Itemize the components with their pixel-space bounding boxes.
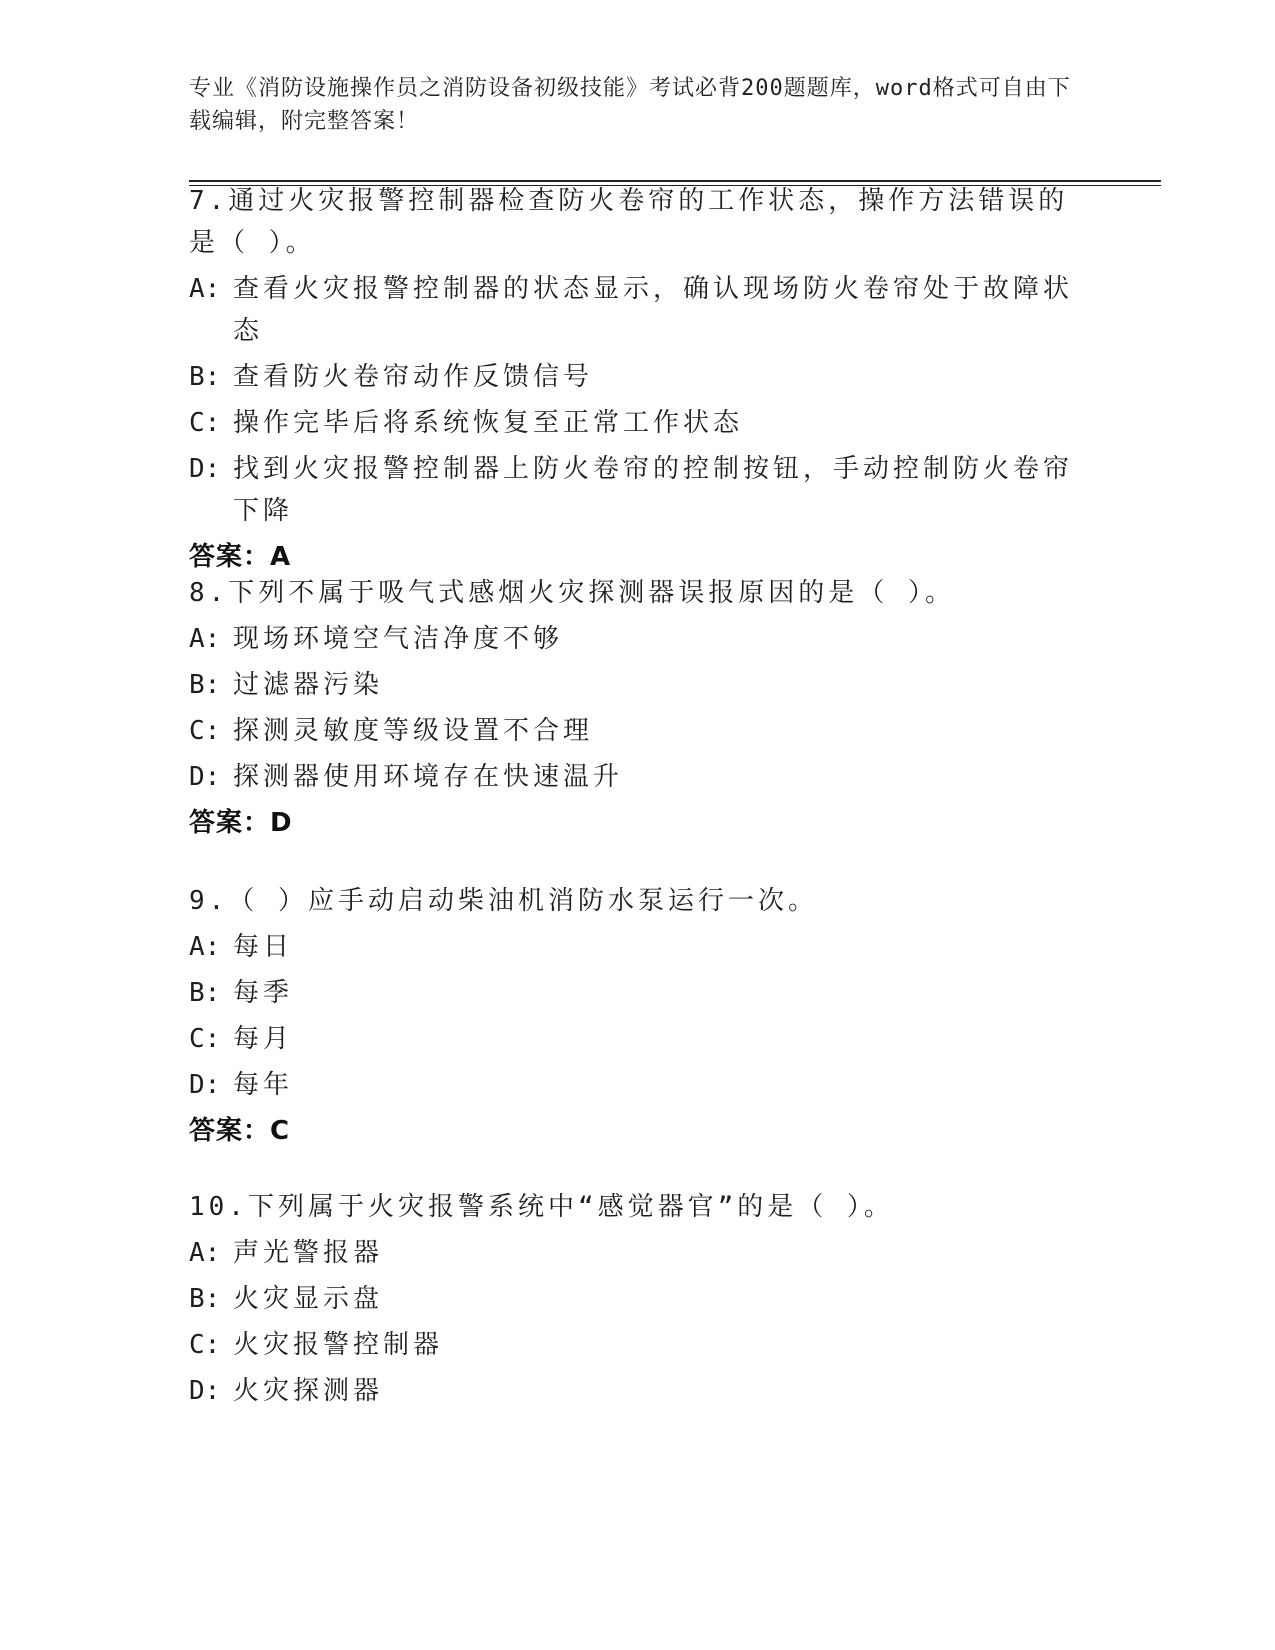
- question-stem: 9.（ ）应手动启动柴油机消防水泵运行一次。: [189, 886, 818, 916]
- option-d: [189, 1064, 1089, 1106]
- option-letter: D:: [189, 454, 221, 484]
- option-letter: A:: [189, 1238, 221, 1268]
- option-b: [189, 972, 1089, 1014]
- option-c: [189, 1324, 1089, 1366]
- option-text: 每季: [233, 978, 294, 1008]
- option-text: 每日: [233, 932, 294, 962]
- option-b: [189, 356, 1089, 398]
- answer-label: 答案：D: [189, 808, 293, 838]
- option-d: [189, 756, 1089, 798]
- question-stem: 7.通过火灾报警控制器检查防火卷帘的工作状态，操作方法错误的是（ ）。: [189, 186, 1069, 258]
- option-letter: B:: [189, 1284, 221, 1314]
- option-text: 每月: [233, 1024, 294, 1054]
- option-letter: D:: [189, 1376, 221, 1406]
- option-c: [189, 402, 1089, 444]
- option-letter: B:: [189, 978, 221, 1008]
- question-stem: 10.下列属于火灾报警系统中“感觉器官”的是（ ）。: [189, 1192, 894, 1222]
- option-letter: B:: [189, 670, 221, 700]
- option-letter: D:: [189, 762, 221, 792]
- option-a: [189, 618, 1089, 660]
- option-text: 操作完毕后将系统恢复至正常工作状态: [233, 408, 744, 438]
- answer-label: 答案：C: [189, 1116, 291, 1146]
- option-text: 火灾探测器: [233, 1376, 384, 1406]
- question-8: [189, 572, 1089, 844]
- answer-label: 答案：A: [189, 542, 292, 572]
- option-d: [189, 1370, 1089, 1412]
- option-a: [189, 268, 1089, 352]
- option-text: 现场环境空气洁净度不够: [233, 624, 564, 654]
- option-letter: D:: [189, 1070, 221, 1100]
- document-header: 专业《消防设施操作员之消防设备初级技能》考试必背200题题库，word格式可自由下载编辑，附完整答案！: [189, 76, 1071, 134]
- option-d: [189, 448, 1089, 532]
- option-letter: C:: [189, 1024, 221, 1054]
- option-text: 查看火灾报警控制器的状态显示，确认现场防火卷帘处于故障状态: [233, 274, 1074, 346]
- option-c: [189, 710, 1089, 752]
- option-letter: B:: [189, 362, 221, 392]
- option-letter: C:: [189, 716, 221, 746]
- question-7: [189, 180, 1089, 578]
- option-letter: A:: [189, 932, 221, 962]
- option-a: [189, 926, 1089, 968]
- option-text: 过滤器污染: [233, 670, 384, 700]
- option-b: [189, 1278, 1089, 1320]
- option-text: 每年: [233, 1070, 294, 1100]
- question-10: [189, 1186, 1089, 1412]
- option-letter: A:: [189, 624, 221, 654]
- option-text: 火灾显示盘: [233, 1284, 384, 1314]
- option-b: [189, 664, 1089, 706]
- option-letter: C:: [189, 408, 221, 438]
- option-text: 声光警报器: [233, 1238, 384, 1268]
- option-c: [189, 1018, 1089, 1060]
- option-letter: C:: [189, 1330, 221, 1360]
- option-text: 探测灵敏度等级设置不合理: [233, 716, 594, 746]
- question-9: [189, 880, 1089, 1152]
- option-text: 探测器使用环境存在快速温升: [233, 762, 624, 792]
- option-a: [189, 1232, 1089, 1274]
- question-stem: 8.下列不属于吸气式感烟火灾探测器误报原因的是（ ）。: [189, 578, 955, 608]
- option-text: 找到火灾报警控制器上防火卷帘的控制按钮，手动控制防火卷帘下降: [233, 454, 1074, 526]
- option-letter: A:: [189, 274, 221, 304]
- option-text: 火灾报警控制器: [233, 1330, 444, 1360]
- option-text: 查看防火卷帘动作反馈信号: [233, 362, 594, 392]
